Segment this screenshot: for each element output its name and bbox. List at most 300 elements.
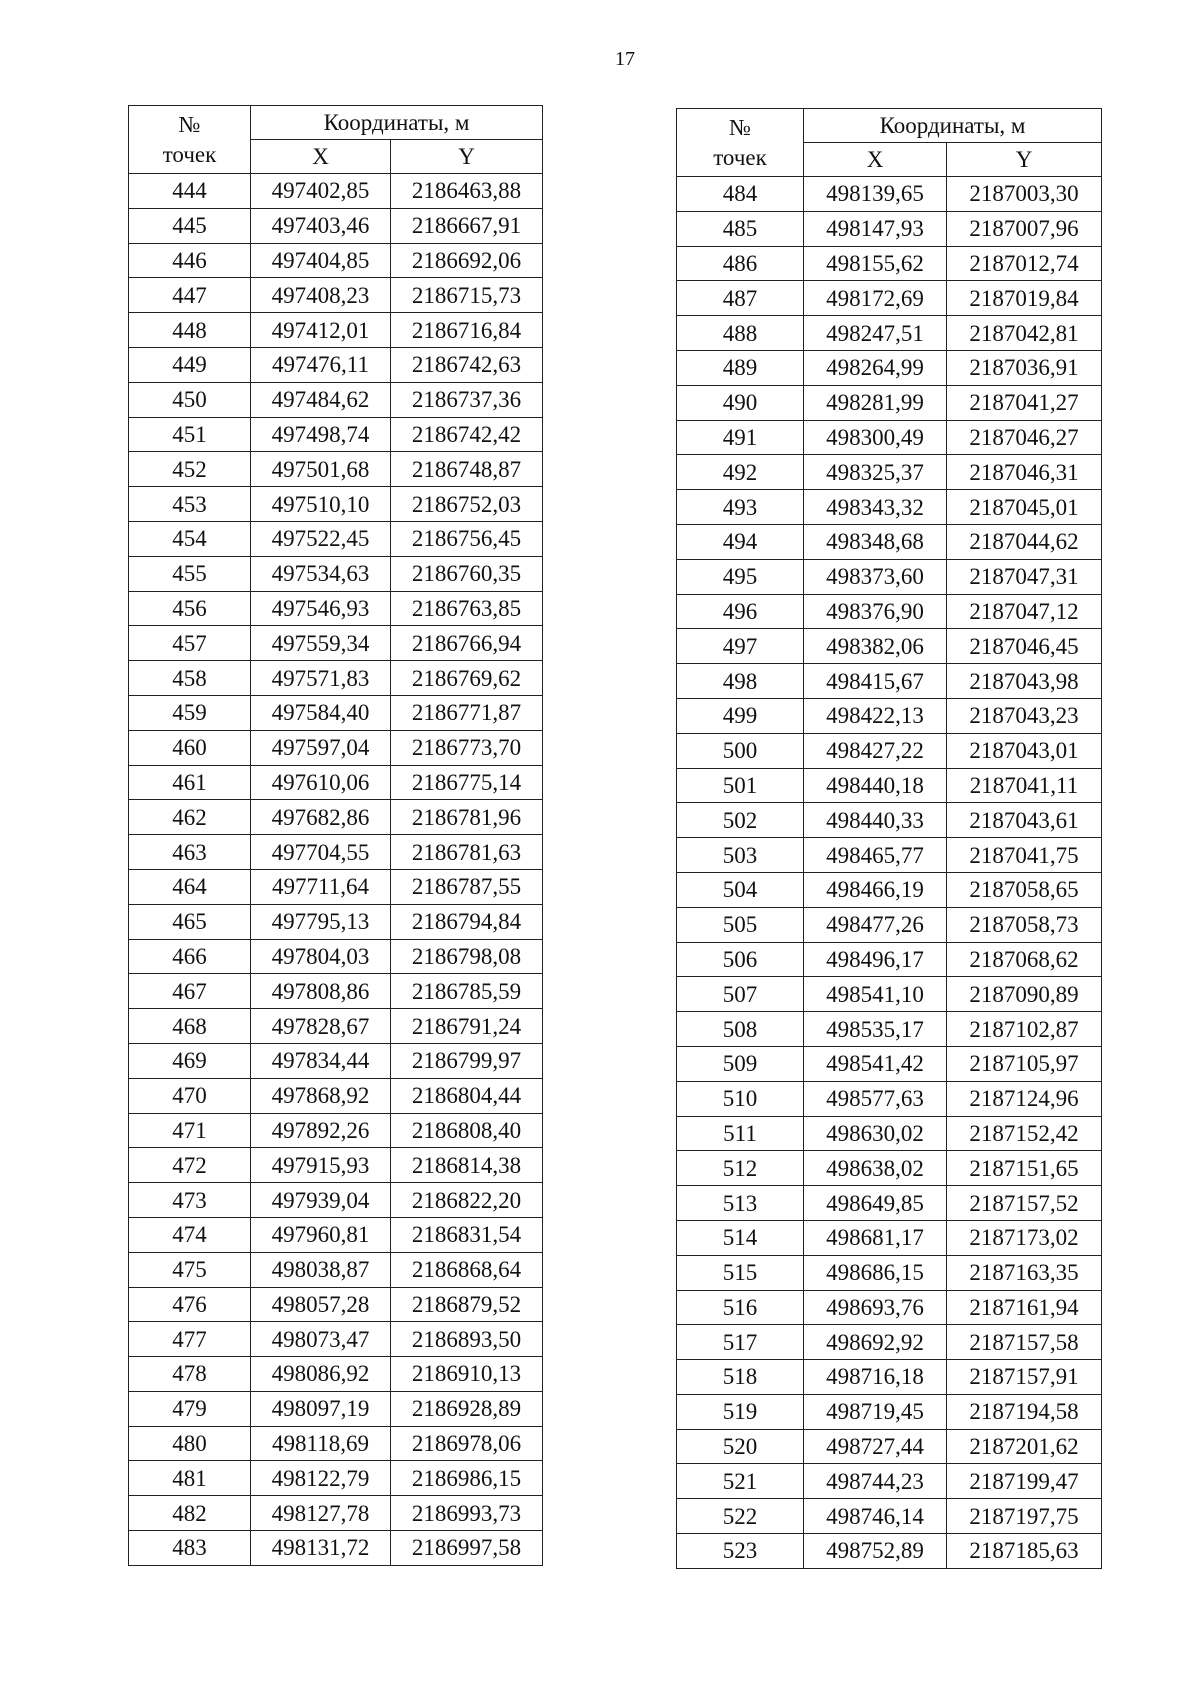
y-coordinate-cell: 2186667,91 [391, 208, 543, 243]
table-row [677, 1290, 1102, 1325]
x-coordinate-cell: 498097,19 [251, 1391, 391, 1426]
x-coordinate-cell: 498118,69 [251, 1426, 391, 1461]
table-row [677, 559, 1102, 594]
x-coordinate-cell: 497402,85 [251, 174, 391, 209]
x-coordinate-cell: 498541,10 [804, 977, 947, 1012]
x-column-header: X [251, 140, 391, 174]
table-row [129, 1391, 543, 1426]
point-number-symbol: № [178, 111, 201, 137]
x-coordinate-cell: 497795,13 [251, 904, 391, 939]
y-coordinate-cell: 2187019,84 [947, 281, 1102, 316]
x-coordinate-cell: 498038,87 [251, 1252, 391, 1287]
table-row [677, 246, 1102, 281]
point-number-cell: 509 [677, 1046, 804, 1081]
y-coordinate-cell: 2186791,24 [391, 1009, 543, 1044]
x-coordinate-cell: 498073,47 [251, 1322, 391, 1357]
y-coordinate-cell: 2187105,97 [947, 1046, 1102, 1081]
y-coordinate-cell: 2186799,97 [391, 1043, 543, 1078]
x-coordinate-cell: 498127,78 [251, 1496, 391, 1531]
x-coordinate-cell: 497960,81 [251, 1217, 391, 1252]
table-row [677, 1360, 1102, 1395]
table-row [129, 1252, 543, 1287]
x-coordinate-cell: 498746,14 [804, 1499, 947, 1534]
point-number-cell: 522 [677, 1499, 804, 1534]
table-row [677, 698, 1102, 733]
x-coordinate-cell: 498577,63 [804, 1081, 947, 1116]
y-coordinate-cell: 2187041,75 [947, 838, 1102, 873]
page-number: 17 [615, 48, 635, 70]
point-number-cell: 500 [677, 733, 804, 768]
point-number-cell: 491 [677, 420, 804, 455]
table-row [129, 800, 543, 835]
x-coordinate-cell: 498535,17 [804, 1012, 947, 1047]
table-row [677, 838, 1102, 873]
y-coordinate-cell: 2186781,96 [391, 800, 543, 835]
table-row [129, 347, 543, 382]
table-row [129, 417, 543, 452]
x-coordinate-cell: 497403,46 [251, 208, 391, 243]
point-number-cell: 473 [129, 1183, 251, 1218]
y-coordinate-cell: 2186868,64 [391, 1252, 543, 1287]
x-coordinate-cell: 498057,28 [251, 1287, 391, 1322]
y-coordinate-cell: 2187058,73 [947, 907, 1102, 942]
x-coordinate-cell: 497571,83 [251, 661, 391, 696]
table-row [129, 1357, 543, 1392]
y-coordinate-cell: 2187068,62 [947, 942, 1102, 977]
point-number-cell: 510 [677, 1081, 804, 1116]
point-number-cell: 504 [677, 872, 804, 907]
y-coordinate-cell: 2187045,01 [947, 490, 1102, 525]
y-coordinate-cell: 2187157,52 [947, 1186, 1102, 1221]
table-row [129, 1287, 543, 1322]
table-row [129, 1496, 543, 1531]
table-row [677, 1499, 1102, 1534]
point-number-cell: 498 [677, 664, 804, 699]
table-row [677, 977, 1102, 1012]
table-row [677, 1255, 1102, 1290]
point-number-cell: 461 [129, 765, 251, 800]
point-number-cell: 472 [129, 1148, 251, 1183]
point-number-cell: 463 [129, 835, 251, 870]
x-coordinate-cell: 497404,85 [251, 243, 391, 278]
point-number-cell: 459 [129, 695, 251, 730]
point-number-cell: 465 [129, 904, 251, 939]
table-row [677, 1151, 1102, 1186]
point-number-cell: 453 [129, 487, 251, 522]
y-coordinate-cell: 2186771,87 [391, 695, 543, 730]
x-coordinate-cell: 497501,68 [251, 452, 391, 487]
x-coordinate-cell: 498477,26 [804, 907, 947, 942]
x-coordinate-cell: 498638,02 [804, 1151, 947, 1186]
table-row [677, 803, 1102, 838]
point-number-cell: 515 [677, 1255, 804, 1290]
point-number-cell: 505 [677, 907, 804, 942]
y-coordinate-cell: 2186769,62 [391, 661, 543, 696]
point-number-cell: 521 [677, 1464, 804, 1499]
y-coordinate-cell: 2187151,65 [947, 1151, 1102, 1186]
table-row [129, 1113, 543, 1148]
coordinates-header: Координаты, м [804, 109, 1102, 143]
table-row [129, 1426, 543, 1461]
y-coordinate-cell: 2186766,94 [391, 626, 543, 661]
x-coordinate-cell: 497804,03 [251, 939, 391, 974]
x-coordinate-cell: 498376,90 [804, 594, 947, 629]
point-number-cell: 512 [677, 1151, 804, 1186]
point-number-cell: 480 [129, 1426, 251, 1461]
x-coordinate-cell: 497892,26 [251, 1113, 391, 1148]
table-row [129, 243, 543, 278]
point-number-cell: 445 [129, 208, 251, 243]
y-coordinate-cell: 2187163,35 [947, 1255, 1102, 1290]
y-coordinate-cell: 2186928,89 [391, 1391, 543, 1426]
table-row [677, 1220, 1102, 1255]
point-number-cell: 499 [677, 698, 804, 733]
y-coordinate-cell: 2187003,30 [947, 177, 1102, 212]
point-number-cell: 483 [129, 1531, 251, 1566]
point-number-cell: 449 [129, 347, 251, 382]
point-number-cell: 451 [129, 417, 251, 452]
y-coordinate-cell: 2186997,58 [391, 1531, 543, 1566]
y-coordinate-cell: 2187152,42 [947, 1116, 1102, 1151]
point-number-cell: 457 [129, 626, 251, 661]
table-row [677, 907, 1102, 942]
point-number-cell: 456 [129, 591, 251, 626]
y-coordinate-cell: 2187036,91 [947, 350, 1102, 385]
x-coordinate-cell: 498373,60 [804, 559, 947, 594]
x-coordinate-cell: 498541,42 [804, 1046, 947, 1081]
point-number-cell: 475 [129, 1252, 251, 1287]
table-row [677, 942, 1102, 977]
point-number-cell: 450 [129, 382, 251, 417]
y-column-header: Y [947, 143, 1102, 177]
table-row [129, 765, 543, 800]
x-coordinate-cell: 498716,18 [804, 1360, 947, 1395]
x-coordinate-cell: 497484,62 [251, 382, 391, 417]
y-coordinate-cell: 2187043,98 [947, 664, 1102, 699]
point-number-cell: 492 [677, 455, 804, 490]
y-coordinate-cell: 2187058,65 [947, 872, 1102, 907]
table-row [677, 1394, 1102, 1429]
table-row [129, 1322, 543, 1357]
x-coordinate-cell: 498147,93 [804, 211, 947, 246]
table-row [677, 350, 1102, 385]
point-number-cell: 455 [129, 556, 251, 591]
point-number-header [677, 109, 804, 177]
table-row [129, 869, 543, 904]
x-coordinate-cell: 497834,44 [251, 1043, 391, 1078]
x-coordinate-cell: 497915,93 [251, 1148, 391, 1183]
table-row [129, 904, 543, 939]
y-coordinate-cell: 2186748,87 [391, 452, 543, 487]
point-number-cell: 481 [129, 1461, 251, 1496]
point-number-cell: 485 [677, 211, 804, 246]
y-coordinate-cell: 2186463,88 [391, 174, 543, 209]
table-row [677, 594, 1102, 629]
x-coordinate-cell: 498440,33 [804, 803, 947, 838]
table-row [129, 1043, 543, 1078]
x-coordinate-cell: 497498,74 [251, 417, 391, 452]
point-number-cell: 513 [677, 1186, 804, 1221]
point-number-cell: 516 [677, 1290, 804, 1325]
y-coordinate-cell: 2186804,44 [391, 1078, 543, 1113]
x-coordinate-cell: 497534,63 [251, 556, 391, 591]
point-number-cell: 479 [129, 1391, 251, 1426]
y-coordinate-cell: 2187161,94 [947, 1290, 1102, 1325]
coordinates-header: Координаты, м [251, 106, 543, 140]
x-coordinate-cell: 497682,86 [251, 800, 391, 835]
y-coordinate-cell: 2187194,58 [947, 1394, 1102, 1429]
x-coordinate-cell: 498325,37 [804, 455, 947, 490]
y-coordinate-cell: 2187102,87 [947, 1012, 1102, 1047]
point-number-cell: 497 [677, 629, 804, 664]
x-coordinate-cell: 497476,11 [251, 347, 391, 382]
y-coordinate-cell: 2186822,20 [391, 1183, 543, 1218]
x-coordinate-cell: 497522,45 [251, 521, 391, 556]
y-coordinate-cell: 2187173,02 [947, 1220, 1102, 1255]
point-number-cell: 477 [129, 1322, 251, 1357]
table-row [677, 1464, 1102, 1499]
table-row [129, 626, 543, 661]
y-coordinate-cell: 2186910,13 [391, 1357, 543, 1392]
y-coordinate-cell: 2186893,50 [391, 1322, 543, 1357]
x-coordinate-cell: 497939,04 [251, 1183, 391, 1218]
table-row [129, 1531, 543, 1566]
x-coordinate-cell: 497559,34 [251, 626, 391, 661]
point-number-cell: 454 [129, 521, 251, 556]
point-number-cell: 460 [129, 730, 251, 765]
x-coordinate-cell: 497828,67 [251, 1009, 391, 1044]
x-coordinate-cell: 498343,32 [804, 490, 947, 525]
x-coordinate-cell: 497412,01 [251, 313, 391, 348]
point-number-cell: 507 [677, 977, 804, 1012]
y-coordinate-cell: 2186692,06 [391, 243, 543, 278]
table-row [129, 521, 543, 556]
table-row [677, 768, 1102, 803]
point-number-cell: 452 [129, 452, 251, 487]
point-number-cell: 444 [129, 174, 251, 209]
point-number-cell: 518 [677, 1360, 804, 1395]
y-coordinate-cell: 2186794,84 [391, 904, 543, 939]
table-row [129, 591, 543, 626]
table-row [129, 174, 543, 209]
table-row [677, 1429, 1102, 1464]
point-number-cell: 484 [677, 177, 804, 212]
table-row [129, 661, 543, 696]
y-coordinate-cell: 2186763,85 [391, 591, 543, 626]
x-coordinate-cell: 498300,49 [804, 420, 947, 455]
y-coordinate-cell: 2186879,52 [391, 1287, 543, 1322]
x-coordinate-cell: 497408,23 [251, 278, 391, 313]
point-number-cell: 489 [677, 350, 804, 385]
y-coordinate-cell: 2187012,74 [947, 246, 1102, 281]
table-row [129, 1217, 543, 1252]
x-coordinate-cell: 498681,17 [804, 1220, 947, 1255]
y-coordinate-cell: 2187157,58 [947, 1325, 1102, 1360]
y-coordinate-cell: 2187157,91 [947, 1360, 1102, 1395]
y-coordinate-cell: 2186831,54 [391, 1217, 543, 1252]
table-row [677, 385, 1102, 420]
x-coordinate-cell: 498727,44 [804, 1429, 947, 1464]
y-coordinate-cell: 2187185,63 [947, 1534, 1102, 1569]
y-coordinate-cell: 2186742,42 [391, 417, 543, 452]
y-coordinate-cell: 2186785,59 [391, 974, 543, 1009]
y-coordinate-cell: 2187043,01 [947, 733, 1102, 768]
table-row [677, 177, 1102, 212]
table-row [677, 629, 1102, 664]
x-coordinate-cell: 498247,51 [804, 316, 947, 351]
table-row [677, 1116, 1102, 1151]
y-coordinate-cell: 2186756,45 [391, 521, 543, 556]
x-coordinate-cell: 498630,02 [804, 1116, 947, 1151]
y-coordinate-cell: 2186808,40 [391, 1113, 543, 1148]
point-number-cell: 471 [129, 1113, 251, 1148]
x-coordinate-cell: 498466,19 [804, 872, 947, 907]
x-coordinate-cell: 498122,79 [251, 1461, 391, 1496]
point-number-cell: 517 [677, 1325, 804, 1360]
point-number-cell: 493 [677, 490, 804, 525]
x-coordinate-cell: 498719,45 [804, 1394, 947, 1429]
point-number-header [129, 106, 251, 174]
y-coordinate-cell: 2186715,73 [391, 278, 543, 313]
table-row [677, 664, 1102, 699]
point-number-cell: 486 [677, 246, 804, 281]
x-coordinate-cell: 498496,17 [804, 942, 947, 977]
point-number-cell: 494 [677, 524, 804, 559]
y-coordinate-cell: 2186773,70 [391, 730, 543, 765]
point-number-cell: 458 [129, 661, 251, 696]
x-coordinate-cell: 498131,72 [251, 1531, 391, 1566]
point-number-label: точек [713, 144, 767, 170]
x-column-header: X [804, 143, 947, 177]
y-coordinate-cell: 2187041,27 [947, 385, 1102, 420]
table-row [677, 455, 1102, 490]
y-coordinate-cell: 2187044,62 [947, 524, 1102, 559]
point-number-cell: 519 [677, 1394, 804, 1429]
y-coordinate-cell: 2187201,62 [947, 1429, 1102, 1464]
point-number-cell: 520 [677, 1429, 804, 1464]
point-number-cell: 467 [129, 974, 251, 1009]
table-row [677, 316, 1102, 351]
y-coordinate-cell: 2187047,12 [947, 594, 1102, 629]
x-coordinate-cell: 498693,76 [804, 1290, 947, 1325]
table-row [677, 1012, 1102, 1047]
table-row [129, 208, 543, 243]
point-number-cell: 503 [677, 838, 804, 873]
table-row [129, 452, 543, 487]
table-row [129, 835, 543, 870]
y-coordinate-cell: 2186993,73 [391, 1496, 543, 1531]
y-coordinate-cell: 2186737,36 [391, 382, 543, 417]
x-coordinate-cell: 498440,18 [804, 768, 947, 803]
y-coordinate-cell: 2187199,47 [947, 1464, 1102, 1499]
x-coordinate-cell: 498686,15 [804, 1255, 947, 1290]
table-row [677, 1186, 1102, 1221]
table-row [129, 730, 543, 765]
x-coordinate-cell: 498086,92 [251, 1357, 391, 1392]
y-coordinate-cell: 2187046,45 [947, 629, 1102, 664]
y-coordinate-cell: 2186752,03 [391, 487, 543, 522]
table-row [129, 974, 543, 1009]
point-number-cell: 490 [677, 385, 804, 420]
y-coordinate-cell: 2187047,31 [947, 559, 1102, 594]
point-number-cell: 488 [677, 316, 804, 351]
table-row [129, 1461, 543, 1496]
table-row [129, 487, 543, 522]
point-number-cell: 506 [677, 942, 804, 977]
x-coordinate-cell: 498139,65 [804, 177, 947, 212]
point-number-cell: 508 [677, 1012, 804, 1047]
point-number-cell: 501 [677, 768, 804, 803]
table-row [129, 939, 543, 974]
point-number-cell: 447 [129, 278, 251, 313]
point-number-cell: 448 [129, 313, 251, 348]
x-coordinate-cell: 497597,04 [251, 730, 391, 765]
point-number-cell: 469 [129, 1043, 251, 1078]
table-row [129, 382, 543, 417]
table-row [129, 1183, 543, 1218]
y-coordinate-cell: 2186742,63 [391, 347, 543, 382]
table-row [129, 695, 543, 730]
x-coordinate-cell: 498465,77 [804, 838, 947, 873]
table-row [129, 278, 543, 313]
y-coordinate-cell: 2186760,35 [391, 556, 543, 591]
x-coordinate-cell: 498415,67 [804, 664, 947, 699]
point-number-cell: 462 [129, 800, 251, 835]
y-coordinate-cell: 2187090,89 [947, 977, 1102, 1012]
point-number-cell: 482 [129, 1496, 251, 1531]
y-column-header: Y [391, 140, 543, 174]
x-coordinate-cell: 498422,13 [804, 698, 947, 733]
table-row [677, 1081, 1102, 1116]
x-coordinate-cell: 498382,06 [804, 629, 947, 664]
table-row [677, 733, 1102, 768]
y-coordinate-cell: 2186781,63 [391, 835, 543, 870]
y-coordinate-cell: 2186798,08 [391, 939, 543, 974]
table-row [677, 420, 1102, 455]
table-row [677, 1534, 1102, 1569]
point-number-cell: 502 [677, 803, 804, 838]
y-coordinate-cell: 2186986,15 [391, 1461, 543, 1496]
y-coordinate-cell: 2186775,14 [391, 765, 543, 800]
table-row [677, 1325, 1102, 1360]
point-number-cell: 496 [677, 594, 804, 629]
point-number-cell: 470 [129, 1078, 251, 1113]
point-number-cell: 474 [129, 1217, 251, 1252]
y-coordinate-cell: 2187197,75 [947, 1499, 1102, 1534]
x-coordinate-cell: 498692,92 [804, 1325, 947, 1360]
point-number-cell: 476 [129, 1287, 251, 1322]
table-row [677, 211, 1102, 246]
coordinates-table-right [676, 108, 1102, 1569]
y-coordinate-cell: 2187124,96 [947, 1081, 1102, 1116]
point-number-cell: 511 [677, 1116, 804, 1151]
table-row [129, 1009, 543, 1044]
y-coordinate-cell: 2187043,23 [947, 698, 1102, 733]
table-row [677, 1046, 1102, 1081]
x-coordinate-cell: 497584,40 [251, 695, 391, 730]
point-number-cell: 466 [129, 939, 251, 974]
point-number-cell: 495 [677, 559, 804, 594]
table-row [677, 872, 1102, 907]
y-coordinate-cell: 2187043,61 [947, 803, 1102, 838]
x-coordinate-cell: 498744,23 [804, 1464, 947, 1499]
table-row [129, 313, 543, 348]
table-row [129, 1078, 543, 1113]
y-coordinate-cell: 2187042,81 [947, 316, 1102, 351]
table-row [677, 281, 1102, 316]
x-coordinate-cell: 498281,99 [804, 385, 947, 420]
x-coordinate-cell: 498264,99 [804, 350, 947, 385]
